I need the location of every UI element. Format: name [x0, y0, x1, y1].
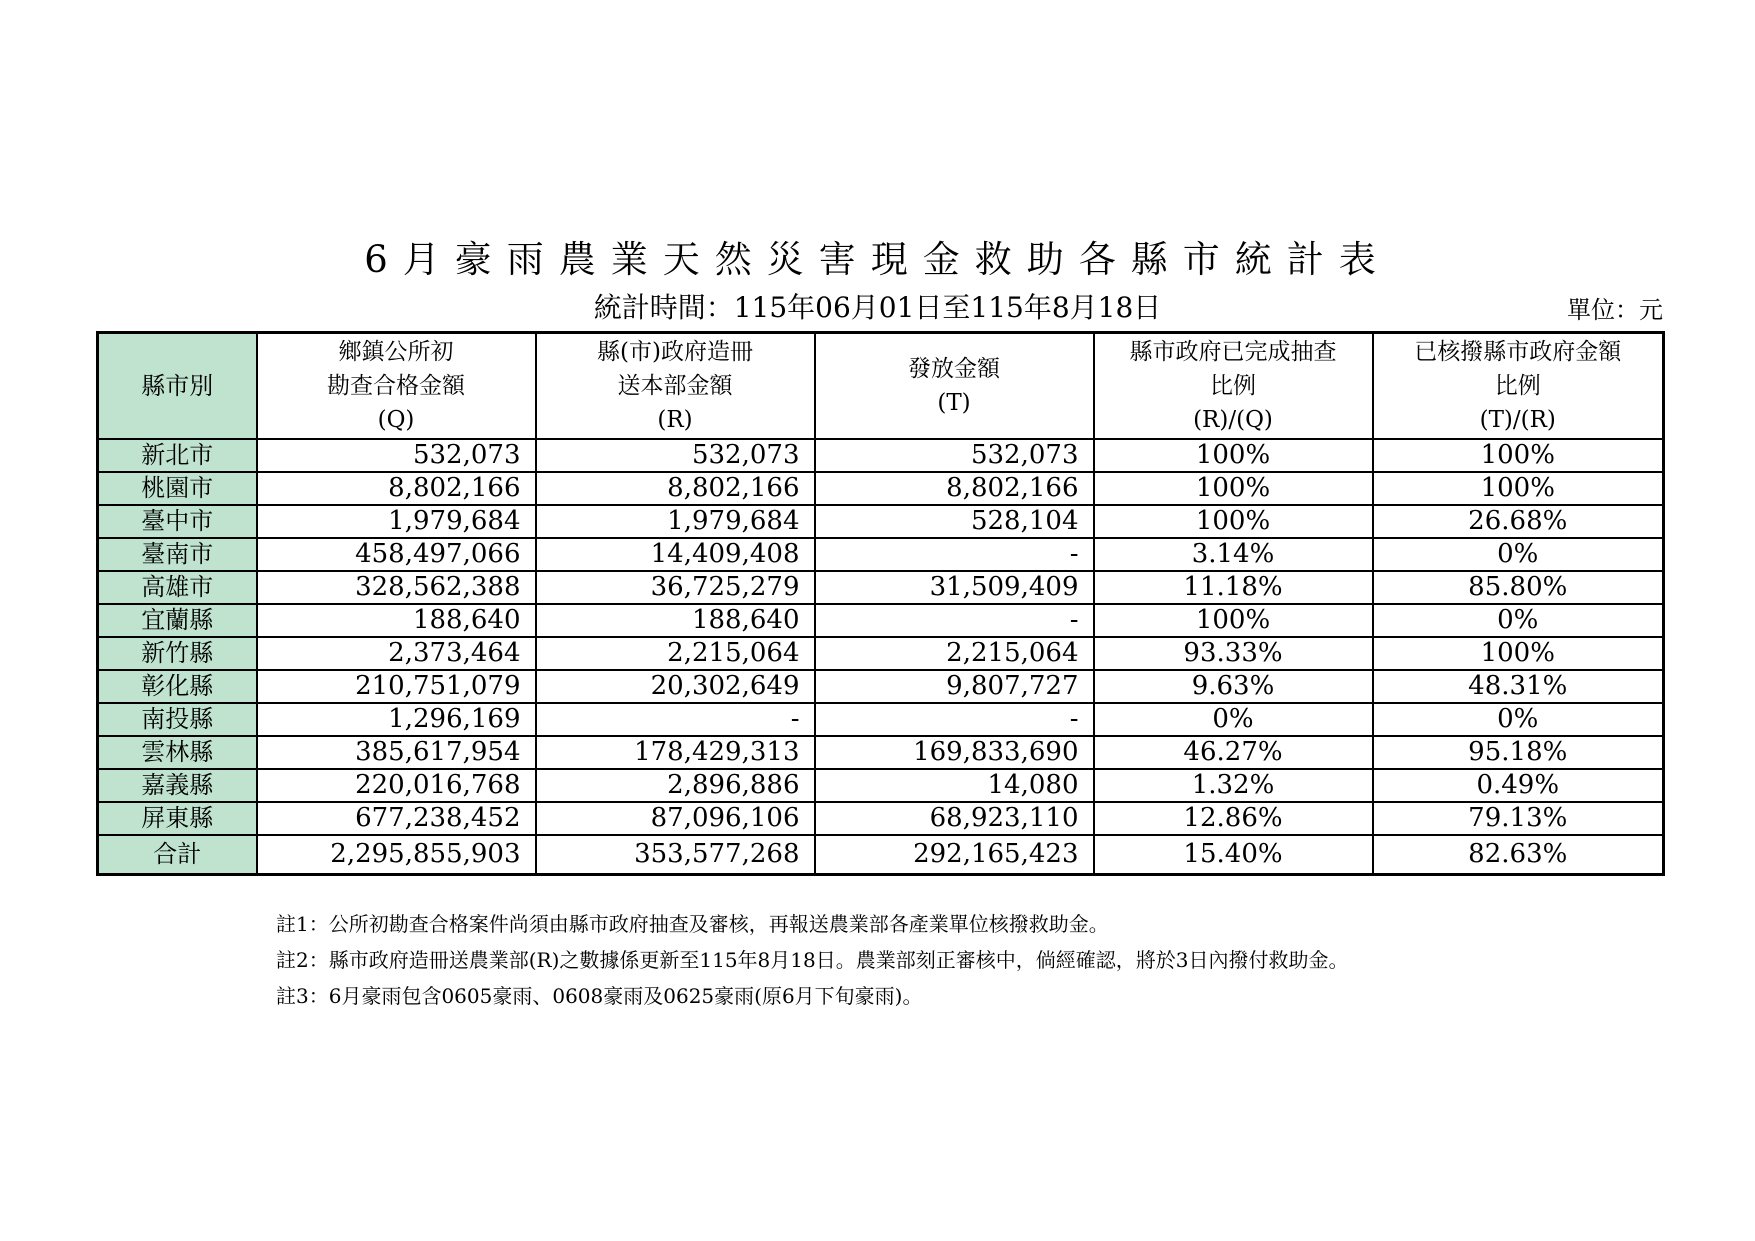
cell-initial-qualified-amount: 677,238,452 — [257, 802, 536, 835]
table-row — [98, 439, 1664, 472]
cell-region: 新北市 — [98, 439, 257, 472]
cell-disbursed-ratio: 85.80% — [1373, 571, 1664, 604]
cell-audit-ratio: 100% — [1094, 439, 1373, 472]
table-total-row — [98, 835, 1664, 875]
cell-region: 合計 — [98, 835, 257, 875]
cell-audit-ratio: 15.40% — [1094, 835, 1373, 875]
cell-disbursed-amount: 14,080 — [815, 769, 1094, 802]
table-row — [98, 538, 1664, 571]
header-row — [98, 333, 1664, 440]
cell-submitted-amount: 8,802,166 — [536, 472, 815, 505]
cell-disbursed-amount: 8,802,166 — [815, 472, 1094, 505]
cell-disbursed-ratio: 79.13% — [1373, 802, 1664, 835]
cell-region: 臺中市 — [98, 505, 257, 538]
cell-disbursed-ratio: 100% — [1373, 637, 1664, 670]
cell-submitted-amount: 14,409,408 — [536, 538, 815, 571]
cell-submitted-amount: 2,215,064 — [536, 637, 815, 670]
cell-disbursed-amount: 532,073 — [815, 439, 1094, 472]
table-row — [98, 703, 1664, 736]
table-row — [98, 505, 1664, 538]
cell-submitted-amount: 2,896,886 — [536, 769, 815, 802]
cell-disbursed-amount: - — [815, 538, 1094, 571]
cell-audit-ratio: 46.27% — [1094, 736, 1373, 769]
cell-region: 臺南市 — [98, 538, 257, 571]
cell-submitted-amount: 36,725,279 — [536, 571, 815, 604]
cell-initial-qualified-amount: 328,562,388 — [257, 571, 536, 604]
header-region: 縣市別 — [98, 333, 257, 440]
table-row — [98, 802, 1664, 835]
cell-region: 宜蘭縣 — [98, 604, 257, 637]
cell-region: 新竹縣 — [98, 637, 257, 670]
cell-disbursed-amount: - — [815, 703, 1094, 736]
cell-audit-ratio: 11.18% — [1094, 571, 1373, 604]
cell-initial-qualified-amount: 1,979,684 — [257, 505, 536, 538]
cell-initial-qualified-amount: 188,640 — [257, 604, 536, 637]
cell-audit-ratio: 3.14% — [1094, 538, 1373, 571]
cell-region: 屏東縣 — [98, 802, 257, 835]
cell-audit-ratio: 1.32% — [1094, 769, 1373, 802]
cell-audit-ratio: 9.63% — [1094, 670, 1373, 703]
cell-disbursed-ratio: 26.68% — [1373, 505, 1664, 538]
cell-audit-ratio: 0% — [1094, 703, 1373, 736]
statistics-table — [96, 331, 1665, 876]
footnotes — [276, 906, 1348, 1014]
table-body — [98, 439, 1664, 875]
cell-initial-qualified-amount: 8,802,166 — [257, 472, 536, 505]
cell-region: 南投縣 — [98, 703, 257, 736]
cell-initial-qualified-amount: 2,373,464 — [257, 637, 536, 670]
cell-submitted-amount: 1,979,684 — [536, 505, 815, 538]
table-header — [98, 333, 1664, 440]
table-row — [98, 472, 1664, 505]
cell-region: 嘉義縣 — [98, 769, 257, 802]
statistics-period: 統計時間：115年06月01日至115年8月18日 — [593, 291, 1162, 324]
cell-disbursed-amount: 31,509,409 — [815, 571, 1094, 604]
cell-initial-qualified-amount: 220,016,768 — [257, 769, 536, 802]
cell-disbursed-ratio: 95.18% — [1373, 736, 1664, 769]
table-row — [98, 769, 1664, 802]
cell-submitted-amount: 532,073 — [536, 439, 815, 472]
cell-initial-qualified-amount: 1,296,169 — [257, 703, 536, 736]
cell-audit-ratio: 100% — [1094, 604, 1373, 637]
cell-initial-qualified-amount: 2,295,855,903 — [257, 835, 536, 875]
header-disbursed-ratio: 已核撥縣市政府金額 比例 (T)/(R) — [1373, 333, 1664, 440]
cell-submitted-amount: 87,096,106 — [536, 802, 815, 835]
cell-disbursed-amount: - — [815, 604, 1094, 637]
cell-disbursed-ratio: 0% — [1373, 703, 1664, 736]
cell-audit-ratio: 100% — [1094, 472, 1373, 505]
cell-region: 彰化縣 — [98, 670, 257, 703]
cell-disbursed-ratio: 0.49% — [1373, 769, 1664, 802]
cell-disbursed-amount: 292,165,423 — [815, 835, 1094, 875]
cell-disbursed-amount: 528,104 — [815, 505, 1094, 538]
cell-region: 桃園市 — [98, 472, 257, 505]
cell-initial-qualified-amount: 458,497,066 — [257, 538, 536, 571]
header-initial-qualified-amount: 鄉鎮公所初 勘查合格金額 (Q) — [257, 333, 536, 440]
cell-audit-ratio: 100% — [1094, 505, 1373, 538]
unit-label: 單位：元 — [1567, 296, 1663, 324]
table-row — [98, 571, 1664, 604]
table-row — [98, 670, 1664, 703]
cell-initial-qualified-amount: 210,751,079 — [257, 670, 536, 703]
cell-region: 雲林縣 — [98, 736, 257, 769]
cell-disbursed-amount: 169,833,690 — [815, 736, 1094, 769]
header-submitted-amount: 縣(市)政府造冊 送本部金額 (R) — [536, 333, 815, 440]
cell-disbursed-ratio: 100% — [1373, 472, 1664, 505]
cell-region: 高雄市 — [98, 571, 257, 604]
table-row — [98, 736, 1664, 769]
cell-disbursed-ratio: 0% — [1373, 538, 1664, 571]
footnote: 註1：公所初勘查合格案件尚須由縣市政府抽查及審核，再報送農業部各產業單位核撥救助金。 — [276, 912, 1109, 936]
cell-disbursed-amount: 2,215,064 — [815, 637, 1094, 670]
cell-disbursed-ratio: 100% — [1373, 439, 1664, 472]
footnote: 註2：縣市政府造冊送農業部(R)之數據係更新至115年8月18日。農業部刻正審核中，倘經確認，將於3日內撥付救助金。 — [276, 948, 1349, 972]
cell-disbursed-ratio: 48.31% — [1373, 670, 1664, 703]
footnote: 註3：6月豪雨包含0605豪雨、0608豪雨及0625豪雨(原6月下旬豪雨)。 — [276, 984, 923, 1008]
cell-audit-ratio: 12.86% — [1094, 802, 1373, 835]
header-audit-ratio: 縣市政府已完成抽查 比例 (R)/(Q) — [1094, 333, 1373, 440]
cell-disbursed-ratio: 0% — [1373, 604, 1664, 637]
cell-disbursed-amount: 9,807,727 — [815, 670, 1094, 703]
table-row — [98, 637, 1664, 670]
cell-submitted-amount: 178,429,313 — [536, 736, 815, 769]
cell-disbursed-amount: 68,923,110 — [815, 802, 1094, 835]
header-disbursed-amount: 發放金額 (T) — [815, 333, 1094, 440]
cell-disbursed-ratio: 82.63% — [1373, 835, 1664, 875]
cell-submitted-amount: 353,577,268 — [536, 835, 815, 875]
cell-initial-qualified-amount: 532,073 — [257, 439, 536, 472]
cell-initial-qualified-amount: 385,617,954 — [257, 736, 536, 769]
cell-submitted-amount: - — [536, 703, 815, 736]
page-title: 6月豪雨農業天然災害現金救助各縣市統計表 — [364, 238, 1391, 281]
cell-submitted-amount: 188,640 — [536, 604, 815, 637]
table-row — [98, 604, 1664, 637]
cell-audit-ratio: 93.33% — [1094, 637, 1373, 670]
cell-submitted-amount: 20,302,649 — [536, 670, 815, 703]
